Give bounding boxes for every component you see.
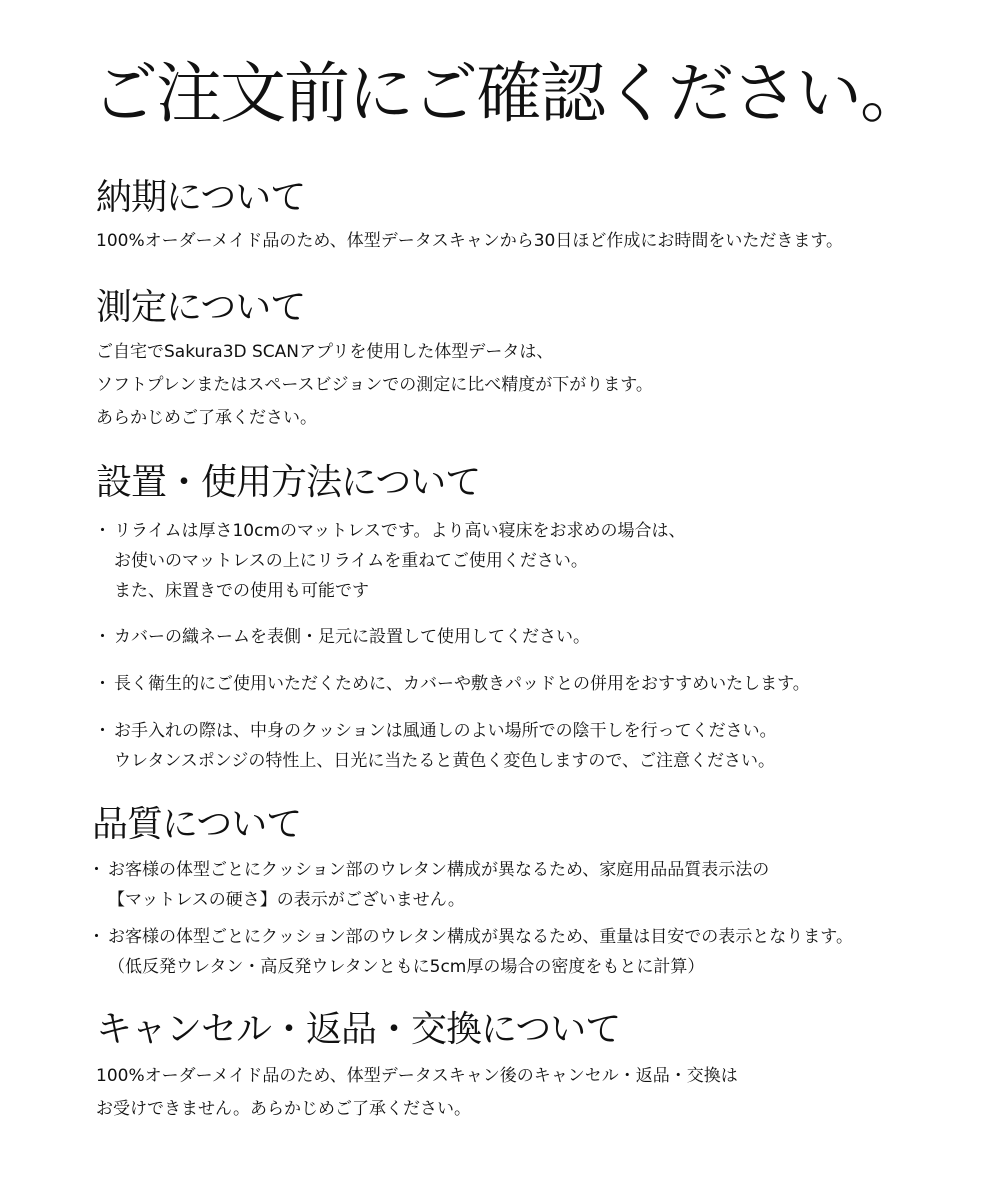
bullet: ・	[88, 860, 105, 880]
usage-heading: 設置・使用方法について	[96, 462, 481, 503]
quality-item-1	[88, 855, 769, 915]
quality-item-2-line-2: （低反発ウレタン・高反発ウレタンともに5cm厚の場合の密度をもとに計算）	[108, 957, 705, 977]
bullet: ・	[88, 927, 105, 947]
cancel-line-2: お受けできません。あらかじめご了承ください。	[96, 1099, 472, 1119]
quality-item-2-line-1: お客様の体型ごとにクッション部のウレタン構成が異なるため、重量は目安での表示となります。	[108, 927, 853, 947]
usage-item-2-line-1: カバーの織ネームを表側・足元に設置して使用してください。	[114, 627, 590, 647]
bullet: ・	[94, 721, 111, 741]
measurement-line-2: ソフトプレンまたはスペースビジョンでの測定に比べ精度が下がります。	[96, 375, 653, 395]
measurement-line-1: ご自宅でSakura3D SCANアプリを使用した体型データは、	[96, 342, 554, 362]
quality-item-1-line-2: 【マットレスの硬さ】の表示がございません。	[108, 890, 465, 910]
delivery-line-1: 100%オーダーメイド品のため、体型データスキャンから30日ほど作成にお時間をいただきます。	[96, 231, 844, 251]
usage-item-1-line-3: また、床置きでの使用も可能です	[114, 581, 369, 601]
quality-item-1-line-1: お客様の体型ごとにクッション部のウレタン構成が異なるため、家庭用品品質表示法の	[108, 860, 770, 880]
delivery-heading: 納期について	[96, 177, 306, 218]
cancel-line-1: 100%オーダーメイド品のため、体型データスキャン後のキャンセル・返品・交換は	[96, 1066, 738, 1086]
cancel-text	[96, 1060, 738, 1126]
cancel-heading: キャンセル・返品・交換について	[96, 1009, 621, 1050]
page-title: ご注文前にご確認ください。	[92, 55, 924, 132]
measurement-heading: 測定について	[96, 287, 306, 328]
usage-item-1-line-2: お使いのマットレスの上にリライムを重ねてご使用ください。	[114, 551, 588, 571]
usage-item-1	[94, 516, 685, 606]
bullet: ・	[94, 627, 111, 647]
usage-item-3-line-1: 長く衛生的にご使用いただくために、カバーや敷きパッドとの併用をおすすめいたします。	[114, 674, 810, 694]
quality-heading: 品質について	[92, 804, 302, 845]
usage-item-4-line-1: お手入れの際は、中身のクッションは風通しのよい場所での陰干しを行ってください。	[114, 721, 777, 741]
measurement-text	[96, 336, 653, 435]
usage-item-4	[94, 716, 777, 776]
usage-item-2	[94, 622, 590, 652]
usage-item-1-line-1: リライムは厚さ10cmのマットレスです。より高い寝床をお求めの場合は、	[114, 521, 686, 541]
bullet: ・	[94, 521, 111, 541]
measurement-line-3: あらかじめご了承ください。	[96, 408, 317, 428]
usage-item-3	[94, 669, 810, 699]
delivery-text	[96, 226, 843, 257]
bullet: ・	[94, 674, 111, 694]
usage-item-4-line-2: ウレタンスポンジの特性上、日光に当たると黄色く変色しますので、ご注意ください。	[114, 751, 776, 771]
quality-item-2	[88, 922, 853, 982]
